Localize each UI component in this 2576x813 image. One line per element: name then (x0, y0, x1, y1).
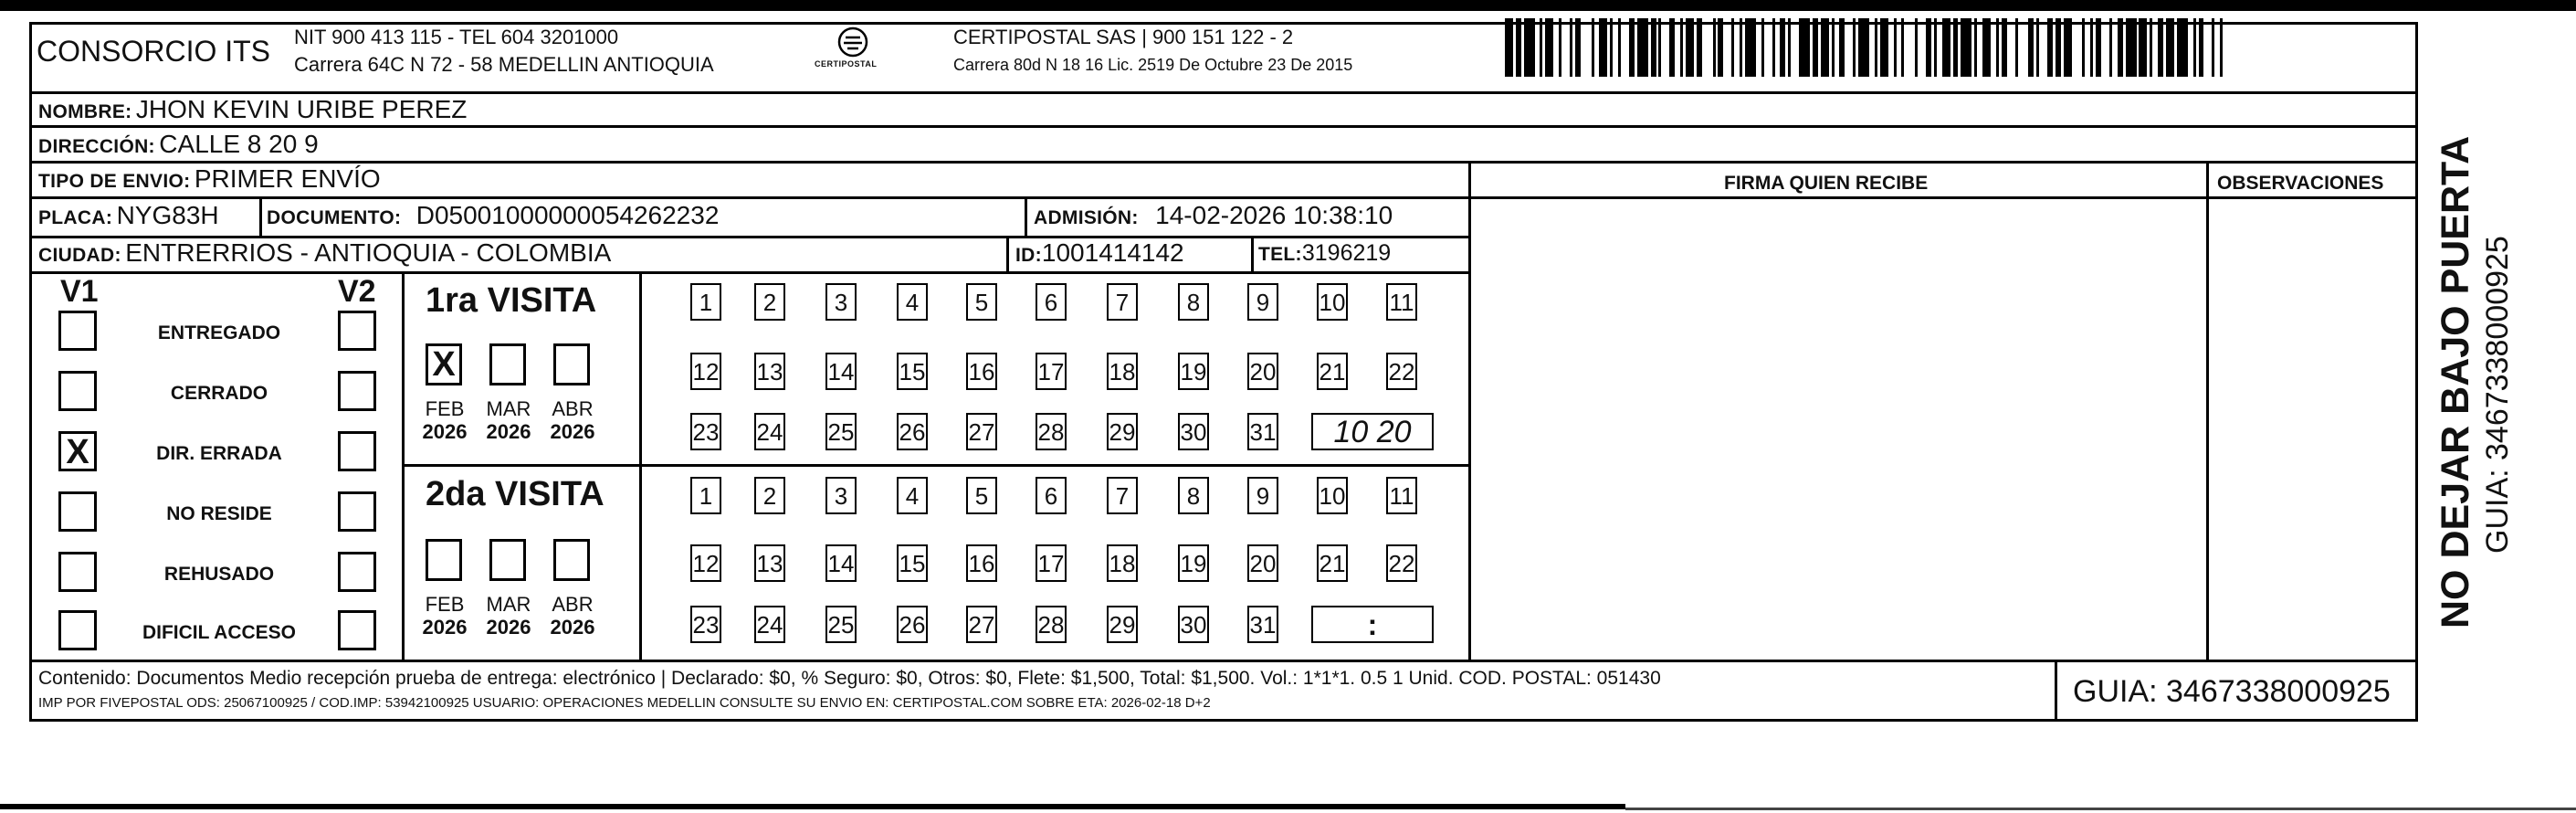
observations-header: OBSERVACIONES (2217, 173, 2384, 194)
first-visit-time-box: 10 20 (1311, 413, 1434, 450)
month-label: MAR (486, 397, 531, 420)
tel-value: 3196219 (1301, 240, 1392, 266)
city-value: ENTRERRIOS - ANTIOQUIA - COLOMBIA (125, 238, 612, 267)
day-box[interactable]: 18 (1107, 544, 1138, 582)
second-visit-time-box: : (1311, 606, 1434, 643)
month-year-label: 2026 (486, 616, 531, 639)
recipient-address: CALLE 8 20 9 (159, 130, 319, 158)
v2-status-checkbox[interactable] (338, 371, 376, 411)
months-days-divider (639, 271, 642, 660)
day-box[interactable]: 9 (1247, 283, 1278, 321)
footer-divider (29, 660, 2418, 662)
bottom-rule (0, 804, 1625, 809)
id-label: ID: (1015, 245, 1042, 266)
footer-guide-divider (2055, 660, 2057, 722)
day-box[interactable]: 21 (1317, 544, 1348, 582)
second-visit-title: 2da VISITA (426, 475, 605, 513)
side-guide-number: GUIA: 3467338000925 (2480, 236, 2515, 554)
address-label: DIRECCIÓN: (38, 136, 155, 157)
company-address: Carrera 64C N 72 - 58 MEDELLIN ANTIOQUIA (294, 53, 714, 76)
signature-header: FIRMA QUIEN RECIBE (1724, 173, 1929, 194)
day-box[interactable]: 20 (1247, 353, 1278, 390)
month-label: ABR (552, 397, 594, 420)
day-box[interactable]: 7 (1107, 283, 1138, 321)
company-name: CONSORCIO ITS (37, 35, 271, 68)
v2-status-checkbox[interactable] (338, 552, 376, 592)
admission-label: ADMISIÓN: (1034, 207, 1139, 228)
day-box[interactable]: 28 (1036, 413, 1067, 450)
status-visit-divider (402, 271, 405, 660)
status-label: REHUSADO (163, 564, 275, 585)
v1-status-checkbox[interactable] (58, 610, 97, 650)
document-cell (267, 203, 719, 228)
day-box[interactable]: 27 (966, 606, 997, 643)
row-divider (29, 125, 2418, 128)
day-box[interactable]: 5 (966, 283, 997, 321)
v1-status-checkbox[interactable] (58, 311, 97, 351)
header-divider (29, 91, 2418, 94)
day-box[interactable]: 29 (1107, 413, 1138, 450)
day-box[interactable]: 9 (1247, 477, 1278, 514)
day-box[interactable]: 3 (825, 283, 857, 321)
id-cell (1015, 240, 1184, 266)
name-label: NOMBRE: (38, 101, 132, 122)
day-box[interactable]: 6 (1036, 477, 1067, 514)
id-value: 1001414142 (1041, 238, 1184, 267)
footer-guide-number: GUIA: 3467338000925 (2073, 674, 2391, 709)
type-label: TIPO DE ENVIO: (38, 171, 191, 192)
day-box[interactable]: 22 (1386, 353, 1417, 390)
recipient-name: JHON KEVIN URIBE PEREZ (135, 95, 468, 123)
day-box[interactable]: 11 (1386, 477, 1417, 514)
month-year-label: 2026 (422, 420, 468, 443)
status-label: CERRADO (170, 383, 268, 404)
v2-header: V2 (338, 274, 376, 309)
day-box[interactable]: 18 (1107, 353, 1138, 390)
month-checkbox[interactable]: X (426, 343, 462, 385)
company-nit-tel: NIT 900 413 115 - TEL 604 3201000 (294, 26, 619, 48)
cell-divider (1025, 196, 1027, 236)
day-box[interactable]: 23 (690, 606, 721, 643)
status-label: ENTREGADO (157, 322, 281, 343)
day-box[interactable]: 5 (966, 477, 997, 514)
day-box[interactable]: 31 (1247, 413, 1278, 450)
day-box[interactable]: 12 (690, 544, 721, 582)
name-row (38, 97, 467, 122)
day-box[interactable]: 22 (1386, 544, 1417, 582)
month-label: FEB (425, 397, 465, 420)
day-box[interactable]: 7 (1107, 477, 1138, 514)
observations-column-line (2206, 161, 2209, 660)
status-label: NO RESIDE (166, 503, 272, 524)
day-box[interactable]: 10 (1317, 283, 1348, 321)
day-box[interactable]: 20 (1247, 544, 1278, 582)
status-label: DIR. ERRADA (156, 443, 282, 464)
day-box[interactable]: 24 (754, 606, 785, 643)
month-checkbox[interactable] (553, 539, 590, 581)
day-box[interactable]: 19 (1178, 544, 1209, 582)
day-box[interactable]: 29 (1107, 606, 1138, 643)
day-box[interactable]: 15 (897, 353, 928, 390)
plate-value: NYG83H (116, 201, 219, 229)
v2-status-checkbox[interactable] (338, 491, 376, 532)
day-box[interactable]: 31 (1247, 606, 1278, 643)
day-box[interactable]: 3 (825, 477, 857, 514)
day-box[interactable]: 17 (1036, 353, 1067, 390)
day-box[interactable]: 28 (1036, 606, 1067, 643)
day-box[interactable]: 16 (966, 544, 997, 582)
day-box[interactable]: 26 (897, 413, 928, 450)
city-cell (38, 240, 611, 266)
day-box[interactable]: 14 (825, 544, 857, 582)
v2-status-checkbox[interactable] (338, 431, 376, 471)
tel-cell (1258, 242, 1391, 265)
day-box[interactable]: 4 (897, 477, 928, 514)
visit-divider (402, 464, 1468, 467)
footer-print-line: IMP POR FIVEPOSTAL ODS: 25067100925 / COD.IMP: 53942100925 USUARIO: OPERACIONES MEDELLIN CONSULTE SU ENVIO EN: CERTIPOSTAL.COM SOBRE ETA: 2026-02-18 D+2 (38, 695, 1211, 711)
v2-status-checkbox[interactable] (338, 311, 376, 351)
first-visit-title: 1ra VISITA (426, 281, 597, 320)
shipment-type: PRIMER ENVÍO (194, 164, 381, 193)
month-label: FEB (425, 593, 465, 616)
day-box[interactable]: 8 (1178, 477, 1209, 514)
day-box[interactable]: 6 (1036, 283, 1067, 321)
day-box[interactable]: 2 (754, 477, 785, 514)
v1-status-checkbox[interactable] (58, 552, 97, 592)
no-dejar-warning: NO DEJAR BAJO PUERTA (2434, 135, 2477, 628)
day-box[interactable]: 14 (825, 353, 857, 390)
footer-content-line: Contenido: Documentos Medio recepción prueba de entrega: electrónico | Declarado: $0, % Seguro: $0, Otros: $0, Flete: $1,500, Total: $1,500. Vol.: 1*1*1. 0.5 1 Unid. COD. POSTAL: 051430 (38, 668, 1661, 689)
city-label: CIUDAD: (38, 245, 121, 266)
day-box[interactable]: 25 (825, 606, 857, 643)
day-box[interactable]: 15 (897, 544, 928, 582)
carrier-address: Carrera 80d N 18 16 Lic. 2519 De Octubre 23 De 2015 (953, 56, 1353, 74)
day-box[interactable]: 16 (966, 353, 997, 390)
v1-header: V1 (60, 274, 99, 309)
v1-status-checkbox[interactable]: X (58, 431, 97, 471)
row-divider (29, 271, 1468, 274)
carrier-info: CERTIPOSTAL SAS | 900 151 122 - 2 (953, 26, 1294, 48)
admission-value: 14-02-2026 10:38:10 (1155, 201, 1393, 229)
month-checkbox[interactable] (489, 343, 526, 385)
cell-divider (1006, 236, 1009, 271)
address-row (38, 132, 319, 157)
day-box[interactable]: 1 (690, 283, 721, 321)
tel-label: TEL: (1258, 244, 1302, 265)
day-box[interactable]: 17 (1036, 544, 1067, 582)
day-box[interactable]: 26 (897, 606, 928, 643)
month-year-label: 2026 (550, 616, 595, 639)
columns-header-divider (1468, 196, 2418, 199)
type-row (38, 166, 381, 192)
day-box[interactable]: 25 (825, 413, 857, 450)
v2-status-checkbox[interactable] (338, 610, 376, 650)
day-box[interactable]: 2 (754, 283, 785, 321)
month-checkbox[interactable] (426, 539, 462, 581)
day-box[interactable]: 13 (754, 544, 785, 582)
logo-text: CERTIPOSTAL (815, 59, 878, 69)
signature-column-line (1468, 161, 1471, 660)
day-box[interactable]: 10 (1317, 477, 1348, 514)
day-box[interactable]: 4 (897, 283, 928, 321)
v1-status-checkbox[interactable] (58, 491, 97, 532)
day-box[interactable]: 19 (1178, 353, 1209, 390)
cell-divider (1251, 236, 1254, 271)
admission-cell (1034, 203, 1393, 228)
month-label: MAR (486, 593, 531, 616)
day-box[interactable]: 13 (754, 353, 785, 390)
v1-status-checkbox[interactable] (58, 371, 97, 411)
day-box[interactable]: 30 (1178, 413, 1209, 450)
document-value: D05001000000054262232 (415, 201, 720, 229)
top-rule (0, 0, 2576, 11)
bottom-rule-thin (1625, 808, 2576, 810)
day-box[interactable]: 23 (690, 413, 721, 450)
cell-divider (259, 196, 262, 236)
month-year-label: 2026 (486, 420, 531, 443)
day-box[interactable]: 27 (966, 413, 997, 450)
day-box[interactable]: 1 (690, 477, 721, 514)
day-box[interactable]: 30 (1178, 606, 1209, 643)
month-label: ABR (552, 593, 594, 616)
day-box[interactable]: 21 (1317, 353, 1348, 390)
month-year-label: 2026 (422, 616, 468, 639)
day-box[interactable]: 8 (1178, 283, 1209, 321)
day-box[interactable]: 11 (1386, 283, 1417, 321)
document-label: DOCUMENTO: (267, 207, 402, 228)
plate-cell (38, 203, 219, 228)
month-year-label: 2026 (550, 420, 595, 443)
plate-label: PLACA: (38, 207, 113, 228)
day-box[interactable]: 12 (690, 353, 721, 390)
row-divider (29, 196, 1468, 199)
month-checkbox[interactable] (489, 539, 526, 581)
status-label: DIFICIL ACCESO (142, 622, 296, 643)
row-divider (29, 161, 2418, 164)
month-checkbox[interactable] (553, 343, 590, 385)
day-box[interactable]: 24 (754, 413, 785, 450)
